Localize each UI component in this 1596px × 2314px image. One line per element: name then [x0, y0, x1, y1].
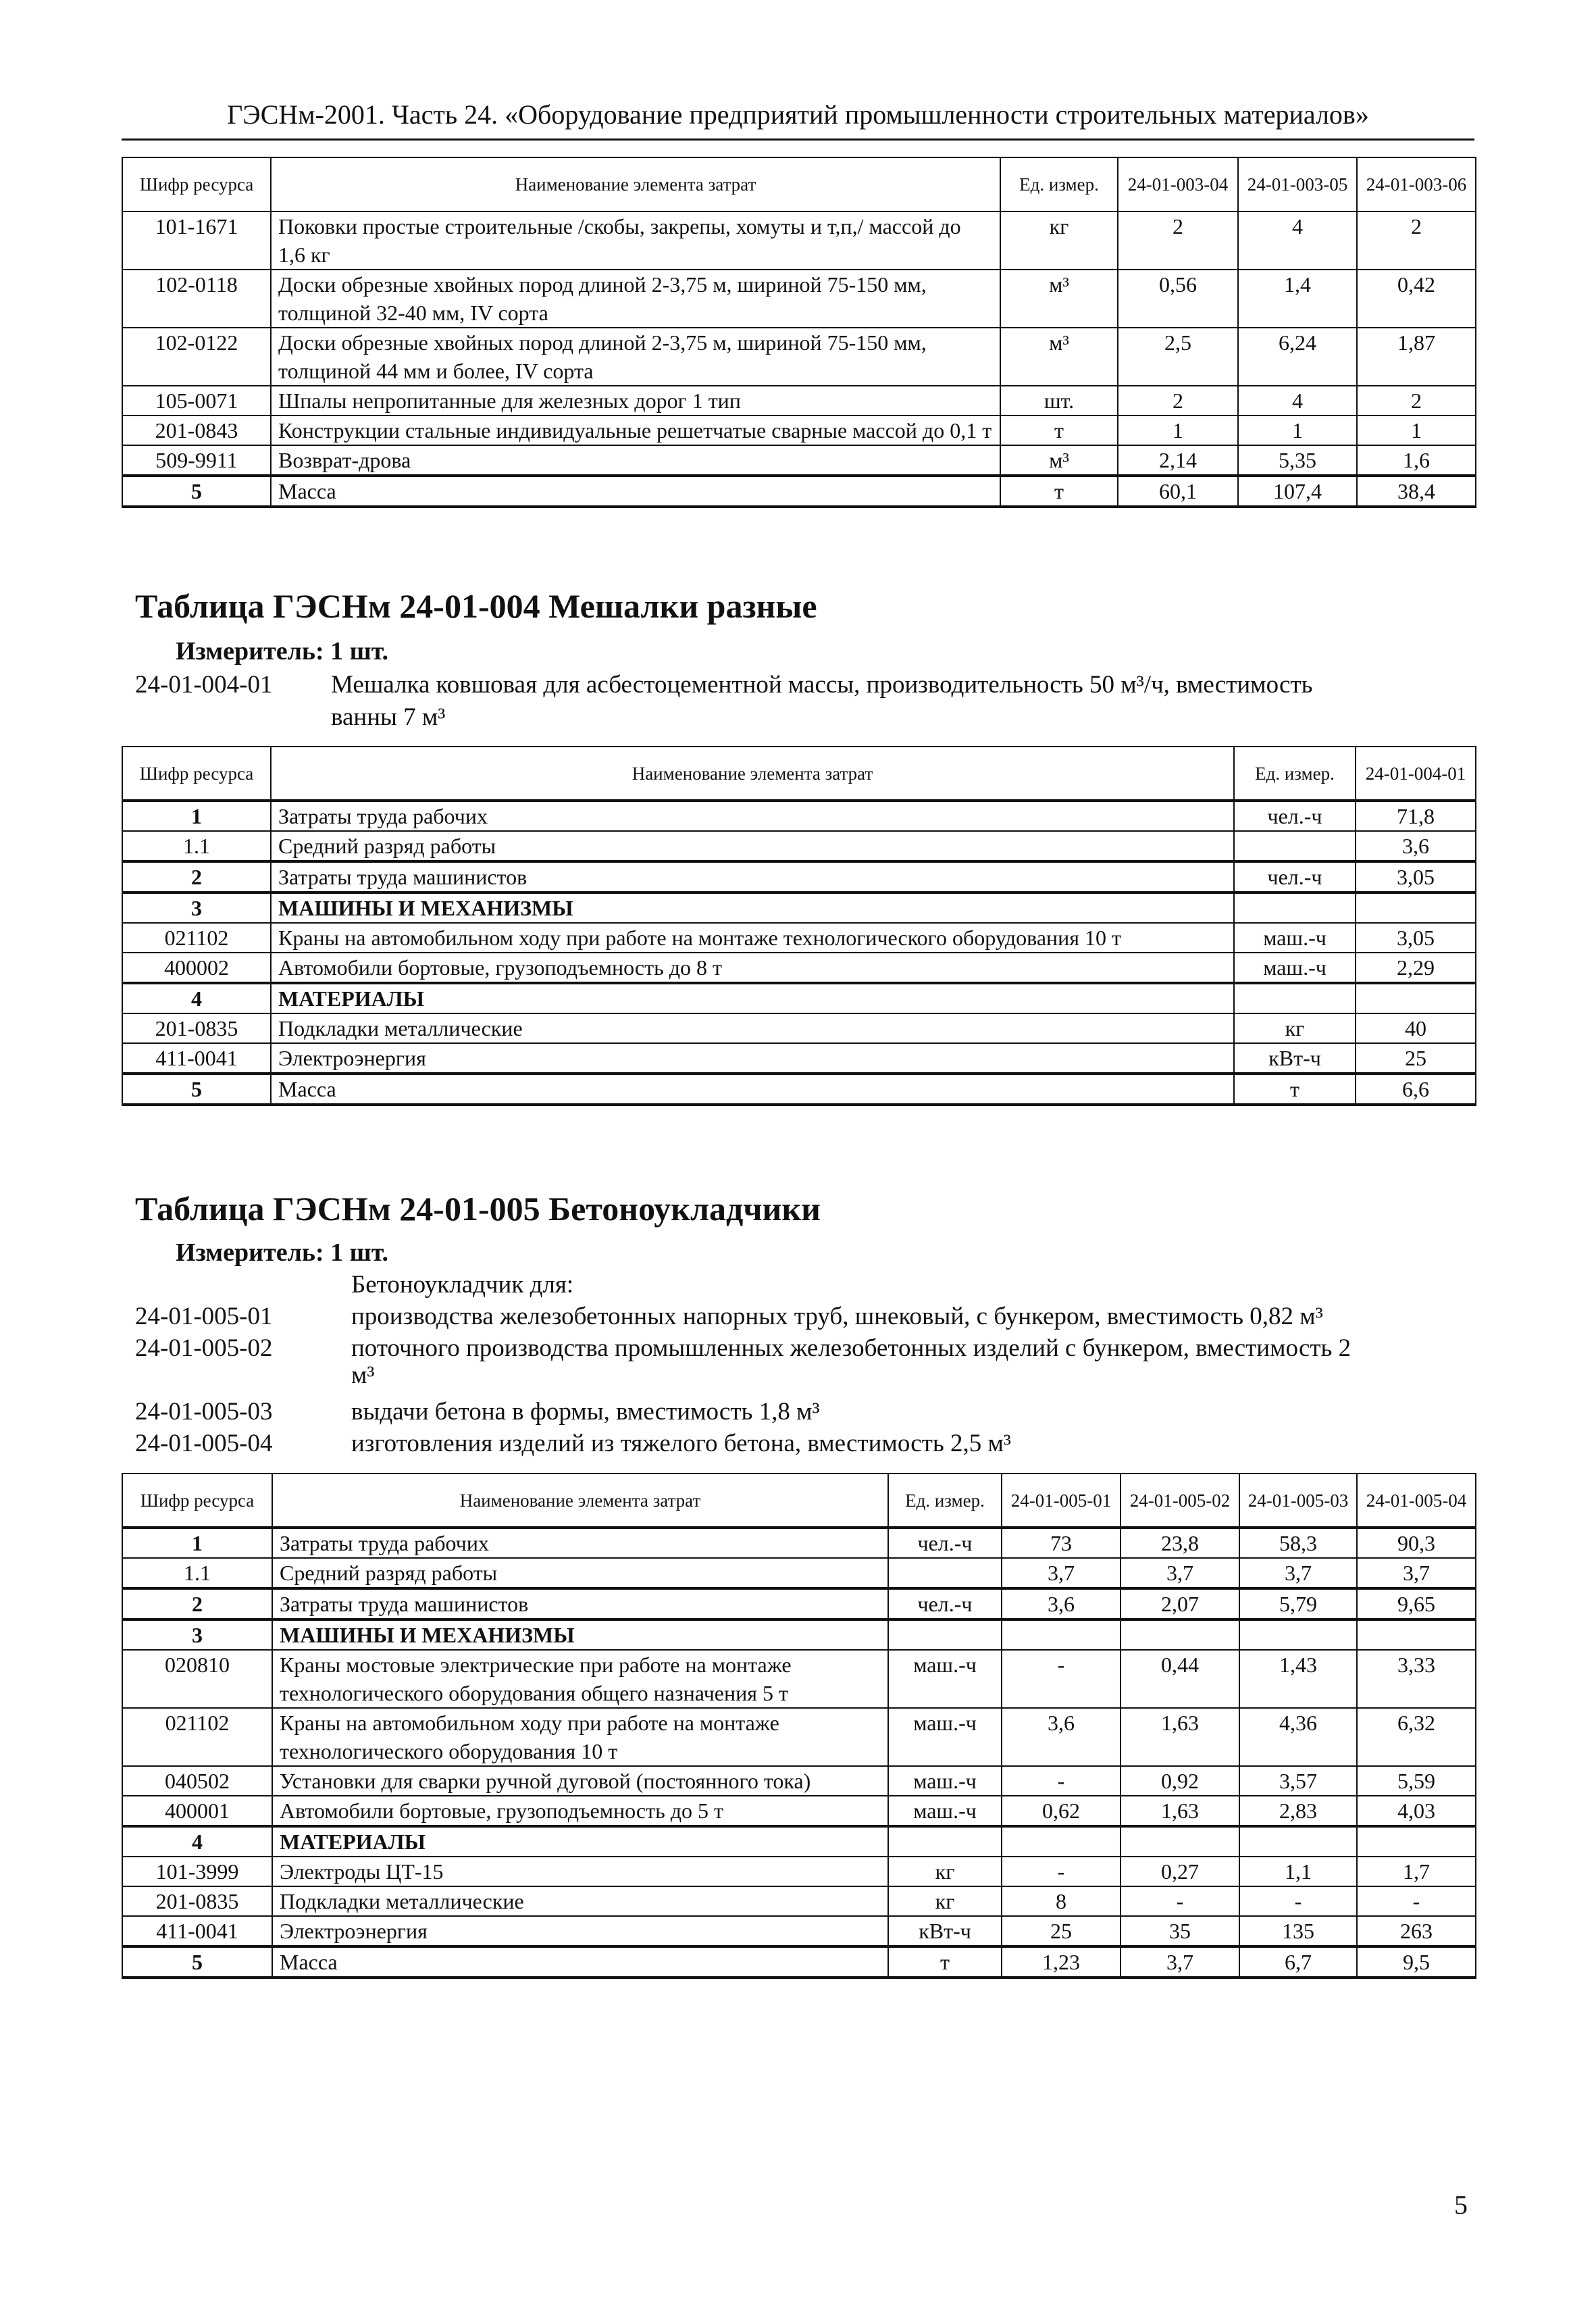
- table-row: [122, 1916, 1476, 1946]
- meter-label: Измеритель: 1 шт.: [176, 1238, 389, 1267]
- table-row: [122, 953, 1476, 983]
- value-cell: 38,4: [1357, 476, 1476, 507]
- norm-description-cont: м³: [351, 1361, 375, 1389]
- resource-code: 411-0041: [122, 1043, 271, 1074]
- unit: маш.-ч: [888, 1708, 1002, 1766]
- cost-element-name: Конструкции стальные индивидуальные решетчатые сварные массой до 0,1 т: [271, 416, 1000, 445]
- unit: [1234, 831, 1356, 861]
- cost-element-name: Затраты труда машинистов: [272, 1588, 888, 1619]
- value-cell: 23,8: [1121, 1528, 1239, 1558]
- section-row: [122, 892, 1476, 923]
- value-cell: [1239, 1826, 1357, 1857]
- value-cell: 90,3: [1357, 1528, 1476, 1558]
- resources-table-continued: [122, 157, 1476, 508]
- cost-element-name: Краны на автомобильном ходу при работе на монтаже технологического оборудования 10 т: [271, 923, 1234, 953]
- resource-code: 101-1671: [122, 211, 271, 270]
- unit: кг: [1234, 1013, 1356, 1043]
- cost-element-name: Доски обрезные хвойных пород длиной 2-3,75 м, шириной 75-150 мм, толщиной 44 мм и более, IV сорта: [271, 328, 1000, 386]
- unit: маш.-ч: [888, 1796, 1002, 1826]
- table-row: [122, 1857, 1476, 1886]
- value-cell: 3,7: [1121, 1946, 1239, 1978]
- column-header: Наименование элемента затрат: [271, 157, 1000, 211]
- resource-code: 201-0835: [122, 1886, 272, 1916]
- table-row: [122, 328, 1476, 386]
- column-header: 24-01-003-04: [1118, 157, 1238, 211]
- cost-element-name: Поковки простые строительные /скобы, закрепы, хомуты и т,п,/ массой до 1,6 кг: [271, 211, 1000, 270]
- column-header: Ед. измер.: [1000, 157, 1118, 211]
- value-cell: 6,24: [1238, 328, 1357, 386]
- cost-element-name: Электроды ЦТ-15: [272, 1857, 888, 1886]
- meter-label: Измеритель: 1 шт.: [176, 637, 389, 665]
- resource-code: 021102: [122, 1708, 272, 1766]
- value-cell: [1356, 983, 1476, 1013]
- table-row: [122, 861, 1476, 892]
- column-header: 24-01-003-06: [1357, 157, 1476, 211]
- norm-description: производства железобетонных напорных труб, шнековый, с бункером, вместимость 0,82 м³: [351, 1303, 1323, 1330]
- value-cell: [1121, 1826, 1239, 1857]
- value-cell: 107,4: [1238, 476, 1357, 507]
- value-cell: [1121, 1619, 1239, 1650]
- value-cell: -: [1357, 1886, 1476, 1916]
- unit: кВт-ч: [888, 1916, 1002, 1946]
- unit: т: [1000, 476, 1118, 507]
- table-row: [122, 1588, 1476, 1619]
- table-row: [122, 1766, 1476, 1796]
- resource-code: 1: [122, 801, 271, 831]
- column-header: Наименование элемента затрат: [271, 747, 1234, 801]
- value-cell: 3,05: [1356, 923, 1476, 953]
- value-cell: 1,4: [1238, 270, 1357, 328]
- value-cell: 3,6: [1356, 831, 1476, 861]
- value-cell: 263: [1357, 1916, 1476, 1946]
- total-row: [122, 476, 1476, 507]
- resource-code: 102-0122: [122, 328, 271, 386]
- unit: [888, 1558, 1002, 1588]
- resource-code: 102-0118: [122, 270, 271, 328]
- column-header: Шифр ресурса: [122, 747, 271, 801]
- column-header: 24-01-005-01: [1002, 1474, 1121, 1528]
- value-cell: 9,65: [1357, 1588, 1476, 1619]
- value-cell: 4,03: [1357, 1796, 1476, 1826]
- value-cell: 1,7: [1357, 1857, 1476, 1886]
- cost-element-name: Краны мостовые электрические при работе на монтаже технологического оборудования общего назначения 5 т: [272, 1650, 888, 1708]
- value-cell: 5,79: [1239, 1588, 1357, 1619]
- value-cell: 1: [1357, 416, 1476, 445]
- unit: [888, 1619, 1002, 1650]
- cost-element-name: Установки для сварки ручной дуговой (постоянного тока): [272, 1766, 888, 1796]
- resource-code: 1.1: [122, 1558, 272, 1588]
- value-cell: 3,7: [1002, 1558, 1121, 1588]
- column-header: Ед. измер.: [888, 1474, 1002, 1528]
- resource-code: 2: [122, 1588, 272, 1619]
- value-cell: 135: [1239, 1916, 1357, 1946]
- mixer-resources-table: [122, 746, 1476, 1106]
- intro-text: Бетоноукладчик для:: [351, 1271, 574, 1299]
- table-row: [122, 831, 1476, 861]
- resource-code: 509-9911: [122, 445, 271, 476]
- resource-code: 105-0071: [122, 386, 271, 416]
- resource-code: 2: [122, 861, 271, 892]
- value-cell: [1239, 1619, 1357, 1650]
- cost-element-name: Шпалы непропитанные для железных дорог 1 тип: [271, 386, 1000, 416]
- value-cell: -: [1002, 1857, 1121, 1886]
- resource-code: 201-0835: [122, 1013, 271, 1043]
- total-row: [122, 1946, 1476, 1978]
- table-row: [122, 1796, 1476, 1826]
- value-cell: 0,27: [1121, 1857, 1239, 1886]
- value-cell: 3,05: [1356, 861, 1476, 892]
- value-cell: 6,6: [1356, 1074, 1476, 1105]
- norm-description: поточного производства промышленных железобетонных изделий с бункером, вместимость 2: [351, 1334, 1352, 1362]
- unit: маш.-ч: [888, 1766, 1002, 1796]
- unit: чел.-ч: [888, 1588, 1002, 1619]
- norm-description: изготовления изделий из тяжелого бетона, вместимость 2,5 м³: [351, 1430, 1011, 1457]
- value-cell: 35: [1121, 1916, 1239, 1946]
- value-cell: 3,33: [1357, 1650, 1476, 1708]
- norm-description: выдачи бетона в формы, вместимость 1,8 м³: [351, 1398, 820, 1426]
- cost-element-name: Средний разряд работы: [272, 1558, 888, 1588]
- value-cell: [1356, 892, 1476, 923]
- unit: т: [1000, 416, 1118, 445]
- column-header: 24-01-004-01: [1356, 747, 1476, 801]
- value-cell: 0,44: [1121, 1650, 1239, 1708]
- resource-code: 5: [122, 1946, 272, 1978]
- value-cell: 1,63: [1121, 1708, 1239, 1766]
- cost-element-name: Подкладки металлические: [272, 1886, 888, 1916]
- column-header: 24-01-003-05: [1238, 157, 1357, 211]
- resource-code: 3: [122, 892, 271, 923]
- unit: [888, 1826, 1002, 1857]
- value-cell: 0,62: [1002, 1796, 1121, 1826]
- table-row: [122, 211, 1476, 270]
- value-cell: -: [1002, 1766, 1121, 1796]
- page-number: 5: [1454, 2190, 1468, 2220]
- value-cell: 2: [1357, 211, 1476, 270]
- value-cell: 6,7: [1239, 1946, 1357, 1978]
- value-cell: 9,5: [1357, 1946, 1476, 1978]
- cost-element-name: Масса: [271, 476, 1000, 507]
- value-cell: 1,23: [1002, 1946, 1121, 1978]
- cost-element-name: Доски обрезные хвойных пород длиной 2-3,75 м, шириной 75-150 мм, толщиной 32-40 мм, IV сорта: [271, 270, 1000, 328]
- resource-code: 020810: [122, 1650, 272, 1708]
- column-header: Ед. измер.: [1234, 747, 1356, 801]
- value-cell: 73: [1002, 1528, 1121, 1558]
- unit: чел.-ч: [1234, 861, 1356, 892]
- section-title: МАТЕРИАЛЫ: [272, 1826, 888, 1857]
- resource-code: 021102: [122, 923, 271, 953]
- table-row: [122, 1013, 1476, 1043]
- cost-element-name: Автомобили бортовые, грузоподъемность до 8 т: [271, 953, 1234, 983]
- value-cell: [1357, 1619, 1476, 1650]
- value-cell: 3,7: [1239, 1558, 1357, 1588]
- cost-element-name: Краны на автомобильном ходу при работе на монтаже технологического оборудования 10 т: [272, 1708, 888, 1766]
- resource-code: 5: [122, 476, 271, 507]
- table-row: [122, 1528, 1476, 1558]
- unit: [1234, 983, 1356, 1013]
- table-row: [122, 923, 1476, 953]
- cost-element-name: Затраты труда рабочих: [272, 1528, 888, 1558]
- value-cell: 2: [1118, 386, 1238, 416]
- value-cell: -: [1239, 1886, 1357, 1916]
- value-cell: 2,14: [1118, 445, 1238, 476]
- value-cell: 1,1: [1239, 1857, 1357, 1886]
- value-cell: 1,6: [1357, 445, 1476, 476]
- resource-code: 4: [122, 1826, 272, 1857]
- value-cell: 0,56: [1118, 270, 1238, 328]
- value-cell: 4,36: [1239, 1708, 1357, 1766]
- table-row: [122, 1043, 1476, 1074]
- resource-code: 1: [122, 1528, 272, 1558]
- value-cell: 2,83: [1239, 1796, 1357, 1826]
- norm-description-cont: ванны 7 м³: [331, 703, 446, 731]
- value-cell: 3,7: [1357, 1558, 1476, 1588]
- resource-code: 101-3999: [122, 1857, 272, 1886]
- table-row: [122, 386, 1476, 416]
- value-cell: 4: [1238, 386, 1357, 416]
- page-header: ГЭСНм-2001. Часть 24. «Оборудование предприятий промышленности строительных материалов»: [122, 91, 1474, 141]
- resource-code: 5: [122, 1074, 271, 1105]
- cost-element-name: Масса: [271, 1074, 1234, 1105]
- value-cell: 2,5: [1118, 328, 1238, 386]
- resource-code: 400002: [122, 953, 271, 983]
- unit: [1234, 892, 1356, 923]
- unit: шт.: [1000, 386, 1118, 416]
- value-cell: 60,1: [1118, 476, 1238, 507]
- cost-element-name: Затраты труда машинистов: [271, 861, 1234, 892]
- unit: кВт-ч: [1234, 1043, 1356, 1074]
- unit: т: [1234, 1074, 1356, 1105]
- value-cell: 3,57: [1239, 1766, 1357, 1796]
- value-cell: 6,32: [1357, 1708, 1476, 1766]
- value-cell: 1: [1118, 416, 1238, 445]
- value-cell: 2: [1357, 386, 1476, 416]
- section-row: [122, 983, 1476, 1013]
- value-cell: 1,63: [1121, 1796, 1239, 1826]
- resource-code: 1.1: [122, 831, 271, 861]
- unit: чел.-ч: [888, 1528, 1002, 1558]
- column-header: Шифр ресурса: [122, 157, 271, 211]
- norm-code: 24-01-005-04: [135, 1430, 273, 1457]
- cost-element-name: Автомобили бортовые, грузоподъемность до 5 т: [272, 1796, 888, 1826]
- section-row: [122, 1826, 1476, 1857]
- unit: маш.-ч: [1234, 953, 1356, 983]
- value-cell: 4: [1238, 211, 1357, 270]
- column-header: 24-01-005-04: [1357, 1474, 1476, 1528]
- cost-element-name: Затраты труда рабочих: [271, 801, 1234, 831]
- norm-description: Мешалка ковшовая для асбестоцементной массы, производительность 50 м³/ч, вместимость: [331, 671, 1313, 699]
- section-row: [122, 1619, 1476, 1650]
- resource-code: 201-0843: [122, 416, 271, 445]
- value-cell: 1,87: [1357, 328, 1476, 386]
- unit: кг: [888, 1886, 1002, 1916]
- value-cell: -: [1002, 1650, 1121, 1708]
- norm-code: 24-01-004-01: [135, 671, 273, 699]
- value-cell: 2,29: [1356, 953, 1476, 983]
- value-cell: 2: [1118, 211, 1238, 270]
- cost-element-name: Электроэнергия: [272, 1916, 888, 1946]
- value-cell: 5,59: [1357, 1766, 1476, 1796]
- column-header: Шифр ресурса: [122, 1474, 272, 1528]
- value-cell: 3,7: [1121, 1558, 1239, 1588]
- section-title: МАТЕРИАЛЫ: [271, 983, 1234, 1013]
- value-cell: 5,35: [1238, 445, 1357, 476]
- resource-code: 3: [122, 1619, 272, 1650]
- unit: кг: [1000, 211, 1118, 270]
- table-row: [122, 416, 1476, 445]
- value-cell: -: [1121, 1886, 1239, 1916]
- section-title: МАШИНЫ И МЕХАНИЗМЫ: [271, 892, 1234, 923]
- section-title: МАШИНЫ И МЕХАНИЗМЫ: [272, 1619, 888, 1650]
- cost-element-name: Средний разряд работы: [271, 831, 1234, 861]
- value-cell: 8: [1002, 1886, 1121, 1916]
- value-cell: 1,43: [1239, 1650, 1357, 1708]
- column-header: Наименование элемента затрат: [272, 1474, 888, 1528]
- value-cell: 25: [1356, 1043, 1476, 1074]
- value-cell: 58,3: [1239, 1528, 1357, 1558]
- table-title: Таблица ГЭСНм 24-01-004 Мешалки разные: [135, 587, 817, 625]
- value-cell: 71,8: [1356, 801, 1476, 831]
- unit: м³: [1000, 445, 1118, 476]
- unit: маш.-ч: [888, 1650, 1002, 1708]
- resource-code: 040502: [122, 1766, 272, 1796]
- table-row: [122, 1708, 1476, 1766]
- value-cell: 25: [1002, 1916, 1121, 1946]
- value-cell: 40: [1356, 1013, 1476, 1043]
- total-row: [122, 1074, 1476, 1105]
- value-cell: 0,92: [1121, 1766, 1239, 1796]
- cost-element-name: Электроэнергия: [271, 1043, 1234, 1074]
- unit: чел.-ч: [1234, 801, 1356, 831]
- value-cell: [1002, 1619, 1121, 1650]
- norm-code: 24-01-005-02: [135, 1334, 273, 1362]
- table-row: [122, 1650, 1476, 1708]
- table-row: [122, 801, 1476, 831]
- resource-code: 400001: [122, 1796, 272, 1826]
- value-cell: 3,6: [1002, 1708, 1121, 1766]
- unit: кг: [888, 1857, 1002, 1886]
- cost-element-name: Подкладки металлические: [271, 1013, 1234, 1043]
- value-cell: [1002, 1826, 1121, 1857]
- table-row: [122, 1558, 1476, 1588]
- value-cell: [1357, 1826, 1476, 1857]
- value-cell: 0,42: [1357, 270, 1476, 328]
- cost-element-name: Масса: [272, 1946, 888, 1978]
- concrete-placer-resources-table: [122, 1473, 1476, 1979]
- table-row: [122, 445, 1476, 476]
- value-cell: 3,6: [1002, 1588, 1121, 1619]
- unit: т: [888, 1946, 1002, 1978]
- unit: м³: [1000, 270, 1118, 328]
- table-row: [122, 1886, 1476, 1916]
- unit: маш.-ч: [1234, 923, 1356, 953]
- table-title: Таблица ГЭСНм 24-01-005 Бетоноукладчики: [135, 1190, 821, 1228]
- norm-code: 24-01-005-03: [135, 1398, 273, 1426]
- resource-code: 411-0041: [122, 1916, 272, 1946]
- cost-element-name: Возврат-дрова: [271, 445, 1000, 476]
- value-cell: 2,07: [1121, 1588, 1239, 1619]
- value-cell: 1: [1238, 416, 1357, 445]
- column-header: 24-01-005-02: [1121, 1474, 1239, 1528]
- column-header: 24-01-005-03: [1239, 1474, 1357, 1528]
- table-row: [122, 270, 1476, 328]
- unit: м³: [1000, 328, 1118, 386]
- resource-code: 4: [122, 983, 271, 1013]
- norm-code: 24-01-005-01: [135, 1303, 273, 1330]
